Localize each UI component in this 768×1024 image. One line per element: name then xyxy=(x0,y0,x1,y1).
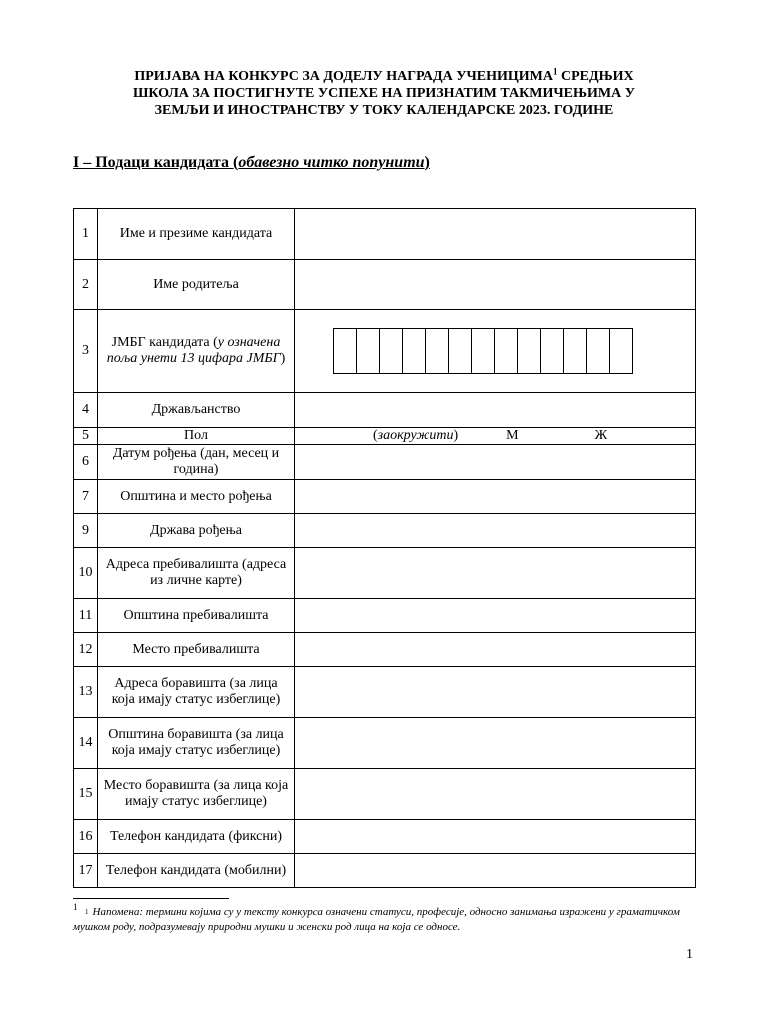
row-label: Општина пребивалишта xyxy=(98,599,295,633)
gender-option-female[interactable]: Ж xyxy=(594,428,608,443)
table-row xyxy=(74,718,696,769)
stay-municipality-field[interactable] xyxy=(295,718,696,769)
title-line-1: ПРИЈАВА НА КОНКУРС ЗА ДОДЕЛУ НАГРАДА УЧЕНИЦИМА$^1$ СРЕДЊИХ xyxy=(134,66,634,84)
title-line-3: ЗЕМЉИ И ИНОСТРАНСТВУ У ТОКУ КАЛЕНДАРСКЕ 2023. ГОДИНЕ xyxy=(154,103,614,118)
footnote-mark: 1 xyxy=(73,902,78,912)
parent-name-field[interactable] xyxy=(295,260,696,310)
row-label: Пол xyxy=(98,428,295,445)
jmbg-digit-box[interactable] xyxy=(402,328,426,374)
residence-municipality-field[interactable] xyxy=(295,599,696,633)
row-number: 9 xyxy=(74,514,98,548)
table-row xyxy=(74,633,696,667)
row-label: Име родитеља xyxy=(98,260,295,310)
table-row xyxy=(74,854,696,888)
row-number: 13 xyxy=(74,667,98,718)
gender-hint: (заокружити) xyxy=(373,428,459,443)
document-title xyxy=(80,68,688,119)
row-label: Место боравишта (за лица која имају статус избеглице) xyxy=(98,769,295,820)
table-row xyxy=(74,260,696,310)
birth-municipality-field[interactable] xyxy=(295,480,696,514)
title-line-2: ШКОЛА ЗА ПОСТИГНУТЕ УСПЕХЕ НА ПРИЗНАТИМ ТАКМИЧЕЊИМА У xyxy=(132,86,636,101)
table-row xyxy=(74,393,696,428)
row-number: 12 xyxy=(74,633,98,667)
row-label: ЈМБГ кандидата (у означена поља унети 13 цифара ЈМБГ) xyxy=(98,310,295,393)
jmbg-digit-box[interactable] xyxy=(448,328,472,374)
row-number: 3 xyxy=(74,310,98,393)
candidate-data-table xyxy=(73,208,696,888)
jmbg-digit-box[interactable] xyxy=(563,328,587,374)
jmbg-digit-box[interactable] xyxy=(586,328,610,374)
table-row xyxy=(74,769,696,820)
row-number: 7 xyxy=(74,480,98,514)
jmbg-digit-boxes xyxy=(295,328,692,374)
mobile-phone-field[interactable] xyxy=(295,854,696,888)
row-label: Адреса пребивалишта (адреса из личне карте) xyxy=(98,548,295,599)
row-number: 1 xyxy=(74,209,98,260)
gender-field xyxy=(295,428,696,445)
table-row xyxy=(74,820,696,854)
row-label: Држава рођења xyxy=(98,514,295,548)
jmbg-field xyxy=(295,310,696,393)
footnote-text: 1 Напомена: термини којима су у тексту конкурса означени статуси, професије, односно занимања изражени у граматичком мушком роду, подразумевају природни мушки и женски род лица на која се односе. xyxy=(73,906,680,934)
table-row xyxy=(74,548,696,599)
jmbg-digit-box[interactable] xyxy=(471,328,495,374)
jmbg-digit-box[interactable] xyxy=(517,328,541,374)
row-label: Место пребивалишта xyxy=(98,633,295,667)
table-row xyxy=(74,310,696,393)
landline-phone-field[interactable] xyxy=(295,820,696,854)
footnote-reference: 1 xyxy=(553,66,558,77)
row-label: Име и презиме кандидата xyxy=(98,209,295,260)
row-number: 15 xyxy=(74,769,98,820)
residence-place-field[interactable] xyxy=(295,633,696,667)
row-label: Телефон кандидата (фиксни) xyxy=(98,820,295,854)
jmbg-digit-box[interactable] xyxy=(540,328,564,374)
row-number: 5 xyxy=(74,428,98,445)
jmbg-digit-box[interactable] xyxy=(379,328,403,374)
table-row xyxy=(74,514,696,548)
row-label: Датум рођења (дан, месец и година) xyxy=(98,445,295,480)
birth-date-field[interactable] xyxy=(295,445,696,480)
gender-option-male[interactable]: М xyxy=(506,428,519,443)
jmbg-digit-box[interactable] xyxy=(609,328,633,374)
row-label: Телефон кандидата (мобилни) xyxy=(98,854,295,888)
residence-address-field[interactable] xyxy=(295,548,696,599)
row-number: 6 xyxy=(74,445,98,480)
row-label: Општина и место рођења xyxy=(98,480,295,514)
page-number: 1 xyxy=(686,947,693,962)
table-row xyxy=(74,209,696,260)
stay-address-field[interactable] xyxy=(295,667,696,718)
stay-place-field[interactable] xyxy=(295,769,696,820)
row-number: 4 xyxy=(74,393,98,428)
row-number: 14 xyxy=(74,718,98,769)
row-number: 2 xyxy=(74,260,98,310)
citizenship-field[interactable] xyxy=(295,393,696,428)
jmbg-digit-box[interactable] xyxy=(356,328,380,374)
row-number: 16 xyxy=(74,820,98,854)
birth-country-field[interactable] xyxy=(295,514,696,548)
jmbg-digit-box[interactable] xyxy=(333,328,357,374)
table-row xyxy=(74,667,696,718)
full-name-field[interactable] xyxy=(295,209,696,260)
table-row xyxy=(74,428,696,445)
jmbg-digit-box[interactable] xyxy=(494,328,518,374)
table-row xyxy=(74,445,696,480)
row-number: 17 xyxy=(74,854,98,888)
table-row xyxy=(74,480,696,514)
footnote-divider xyxy=(73,898,229,899)
row-label: Општина боравишта (за лица која имају статус избеглице) xyxy=(98,718,295,769)
row-number: 10 xyxy=(74,548,98,599)
row-label: Адреса боравишта (за лица која имају статус избеглице) xyxy=(98,667,295,718)
jmbg-digit-box[interactable] xyxy=(425,328,449,374)
row-label: Држављанство xyxy=(98,393,295,428)
section-heading: I – Подаци кандидата (обавезно читко попунити) xyxy=(73,154,430,171)
row-number: 11 xyxy=(74,599,98,633)
table-row xyxy=(74,599,696,633)
